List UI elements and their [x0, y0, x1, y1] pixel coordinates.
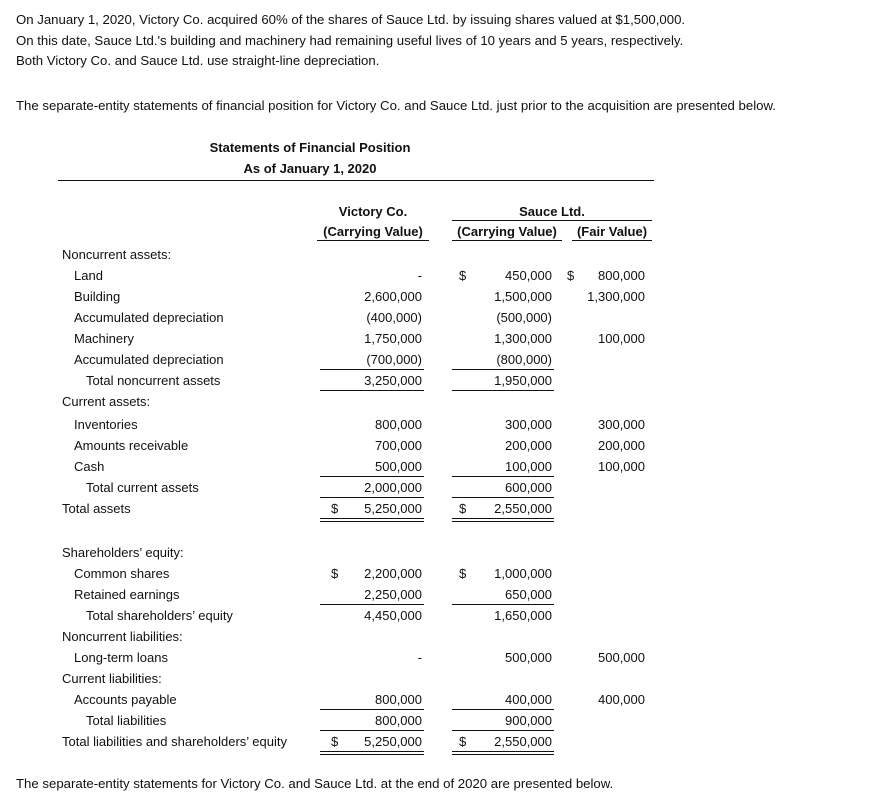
table-row — [0, 585, 892, 606]
table-row — [0, 436, 892, 457]
underline — [320, 369, 424, 370]
row-label: Accumulated depreciation — [74, 310, 224, 325]
sauce-carrying-value: 300,000 — [505, 417, 552, 432]
row-label: Accumulated depreciation — [74, 352, 224, 367]
row-label: Inventories — [74, 417, 138, 432]
row-label: Common shares — [74, 566, 170, 581]
row-label: Total noncurrent assets — [86, 373, 221, 388]
underline — [452, 369, 554, 370]
table-row — [0, 606, 892, 627]
intro-line: On this date, Sauce Ltd.'s building and machinery had remaining useful lives of 10 years and 5 years, respectively. — [16, 32, 684, 48]
sauce-fair-value: 100,000 — [598, 459, 645, 474]
underline — [320, 497, 424, 498]
table-row — [0, 564, 892, 585]
victory-carrying-value: 800,000 — [375, 692, 422, 707]
statement-date: As of January 1, 2020 — [243, 161, 377, 176]
victory-carrying-value: 3,250,000 — [364, 373, 422, 388]
table-row — [0, 732, 892, 753]
underline — [452, 730, 554, 731]
currency-symbol: $ — [331, 734, 339, 749]
underline — [452, 390, 554, 391]
table-row — [0, 287, 892, 308]
victory-carrying-value: 5,250,000 — [364, 734, 422, 749]
row-label: Accounts payable — [74, 692, 177, 707]
underline — [452, 604, 554, 605]
sauce-carrying-value: 100,000 — [505, 459, 552, 474]
table-row — [0, 245, 892, 266]
victory-carrying-value: 2,000,000 — [364, 480, 422, 495]
sauce-carrying-value: 200,000 — [505, 438, 552, 453]
currency-symbol: $ — [459, 268, 467, 283]
intro-line: Both Victory Co. and Sauce Ltd. use straight-line depreciation. — [16, 53, 380, 68]
table-row — [0, 371, 892, 392]
sauce-carrying-value: 1,950,000 — [494, 373, 552, 388]
sauce-carrying-value: (500,000) — [496, 310, 552, 325]
victory-carrying-value: - — [417, 268, 422, 283]
victory-carrying-value: 2,600,000 — [364, 289, 422, 304]
sauce-carrying-value: 1,650,000 — [494, 608, 552, 623]
table-row — [0, 308, 892, 329]
victory-carrying-value: 2,200,000 — [364, 566, 422, 581]
lead-paragraph: The separate-entity statements of financial position for Victory Co. and Sauce Ltd. just prior to the acquisition are presented below. — [16, 98, 776, 113]
victory-carrying-value: (700,000) — [366, 352, 422, 367]
sauce-fair-value: 400,000 — [598, 692, 645, 707]
underline — [452, 497, 554, 498]
table-row — [0, 415, 892, 436]
row-label: Total current assets — [86, 480, 199, 495]
victory-carrying-value: 5,250,000 — [364, 501, 422, 516]
sauce-carrying-value-header: (Carrying Value) — [452, 224, 562, 241]
table-row — [0, 392, 892, 413]
sauce-carrying-value: 650,000 — [505, 587, 552, 602]
underline — [320, 476, 424, 477]
sauce-carrying-value: 450,000 — [505, 268, 552, 283]
sauce-carrying-value: 400,000 — [505, 692, 552, 707]
currency-symbol: $ — [459, 566, 467, 581]
table-row — [0, 478, 892, 499]
row-label: Total liabilities — [86, 713, 167, 728]
sauce-header: Sauce Ltd. — [452, 204, 652, 221]
row-label: Building — [74, 289, 121, 304]
victory-carrying-value: 500,000 — [375, 459, 422, 474]
currency-symbol: $ — [331, 501, 339, 516]
sauce-fair-value-header: (Fair Value) — [572, 224, 652, 241]
row-label: Total assets — [62, 501, 131, 516]
table-row — [0, 457, 892, 478]
victory-header: Victory Co. — [338, 204, 408, 219]
row-label: Total liabilities and shareholders’ equity — [62, 734, 287, 749]
row-label: Current assets: — [62, 394, 151, 409]
row-label: Cash — [74, 459, 105, 474]
double-underline — [320, 751, 424, 755]
table-row — [0, 499, 892, 520]
underline — [320, 709, 424, 710]
sauce-fair-value: 1,300,000 — [587, 289, 645, 304]
table-row — [0, 711, 892, 732]
row-label: Amounts receivable — [74, 438, 189, 453]
table-row — [0, 329, 892, 350]
row-label: Machinery — [74, 331, 134, 346]
table-row — [0, 648, 892, 669]
victory-carrying-value: 800,000 — [375, 417, 422, 432]
underline — [320, 730, 424, 731]
currency-symbol: $ — [567, 268, 575, 283]
table-row — [0, 350, 892, 371]
victory-carrying-value: (400,000) — [366, 310, 422, 325]
victory-carrying-value: 1,750,000 — [364, 331, 422, 346]
table-row — [0, 669, 892, 690]
currency-symbol: $ — [459, 734, 467, 749]
row-label: Retained earnings — [74, 587, 180, 602]
sauce-carrying-value: 500,000 — [505, 650, 552, 665]
sauce-carrying-value: 900,000 — [505, 713, 552, 728]
victory-carrying-value: 4,450,000 — [364, 608, 422, 623]
sauce-carrying-value: 1,300,000 — [494, 331, 552, 346]
row-label: Noncurrent assets: — [62, 247, 172, 262]
victory-carrying-value: - — [417, 650, 422, 665]
victory-carrying-value-header: (Carrying Value) — [317, 224, 429, 241]
row-label: Total shareholders’ equity — [86, 608, 233, 623]
table-row — [0, 690, 892, 711]
sauce-carrying-value: 1,500,000 — [494, 289, 552, 304]
underline — [452, 476, 554, 477]
victory-carrying-value: 2,250,000 — [364, 587, 422, 602]
row-label: Noncurrent liabilities: — [62, 629, 183, 644]
victory-carrying-value: 700,000 — [375, 438, 422, 453]
row-label: Current liabilities: — [62, 671, 162, 686]
table-row — [0, 543, 892, 564]
sauce-fair-value: 100,000 — [598, 331, 645, 346]
sauce-carrying-value: 600,000 — [505, 480, 552, 495]
underline — [452, 709, 554, 710]
row-label: Long-term loans — [74, 650, 168, 665]
sauce-fair-value: 800,000 — [598, 268, 645, 283]
sauce-fair-value: 300,000 — [598, 417, 645, 432]
footer-paragraph: The separate-entity statements for Victory Co. and Sauce Ltd. at the end of 2020 are presented below. — [16, 776, 614, 791]
victory-carrying-value: 800,000 — [375, 713, 422, 728]
currency-symbol: $ — [459, 501, 467, 516]
sauce-fair-value: 200,000 — [598, 438, 645, 453]
double-underline — [320, 518, 424, 522]
statement-title: Statements of Financial Position — [209, 140, 411, 155]
intro-line: On January 1, 2020, Victory Co. acquired 60% of the shares of Sauce Ltd. by issuing shares valued at $1,500,000. — [16, 12, 686, 27]
sauce-carrying-value: 2,550,000 — [494, 501, 552, 516]
row-label: Land — [74, 268, 103, 283]
double-underline — [452, 751, 554, 755]
table-row — [0, 627, 892, 648]
underline — [320, 604, 424, 605]
underline — [320, 390, 424, 391]
row-label: Shareholders’ equity: — [62, 545, 184, 560]
double-underline — [452, 518, 554, 522]
sauce-carrying-value: 1,000,000 — [494, 566, 552, 581]
sauce-carrying-value: (800,000) — [496, 352, 552, 367]
sauce-fair-value: 500,000 — [598, 650, 645, 665]
table-row — [0, 266, 892, 287]
sauce-carrying-value: 2,550,000 — [494, 734, 552, 749]
currency-symbol: $ — [331, 566, 339, 581]
